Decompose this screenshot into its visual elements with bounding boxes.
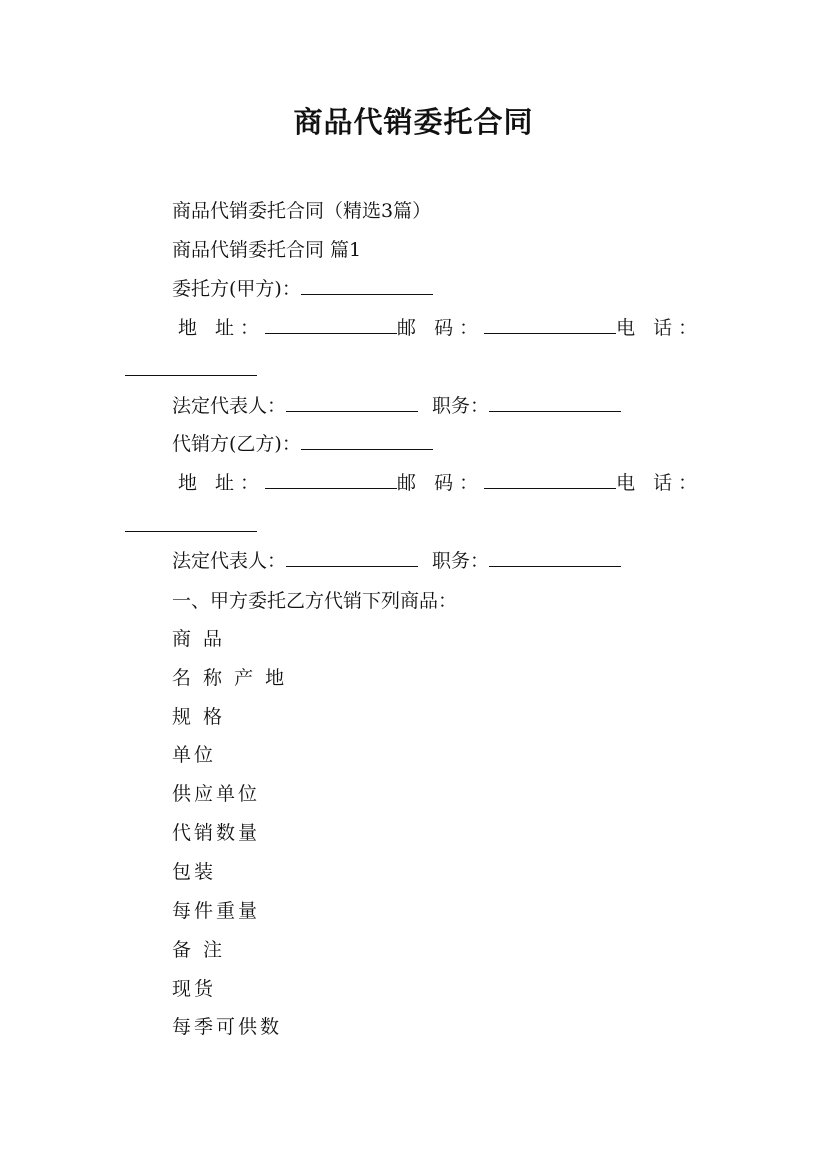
list-item: 包装 xyxy=(172,861,217,883)
party-a-contact-row xyxy=(178,315,704,341)
party-a-address-blank xyxy=(265,319,397,334)
list-item: 单位 xyxy=(172,744,217,766)
party-b-position-blank xyxy=(489,552,621,567)
party-b-postcode-blank xyxy=(484,474,616,489)
list-item: 备 注 xyxy=(172,939,226,961)
party-a-postcode-blank xyxy=(484,319,616,334)
party-b-label: 代销方(乙方)： xyxy=(172,433,301,455)
party-a-address-field xyxy=(178,315,397,341)
list-item: 名 称 产 地 xyxy=(172,667,288,689)
list-item: 每件重量 xyxy=(172,900,261,922)
party-a-name-blank xyxy=(301,280,433,295)
party-a-postcode-field xyxy=(397,315,616,341)
list-item: 每季可供数 xyxy=(172,1016,283,1038)
party-b-address-field xyxy=(178,470,397,496)
party-a-label: 委托方(甲方)： xyxy=(172,278,301,300)
party-a-phone-label: 电 话： xyxy=(616,317,704,339)
party-b-phone-label: 电 话： xyxy=(616,472,704,494)
party-b-contact-row xyxy=(178,470,704,496)
party-a-address-label: 地 址： xyxy=(178,317,266,339)
party-b-name-blank xyxy=(301,435,433,450)
list-item: 供应单位 xyxy=(172,783,261,805)
part-title: 商品代销委托合同 篇1 xyxy=(172,239,362,261)
party-a-rep-blank xyxy=(286,397,418,412)
party-a-position-label: 职务： xyxy=(432,395,490,417)
list-item: 现货 xyxy=(172,978,217,1000)
clause-1: 一、甲方委托乙方代销下列商品： xyxy=(172,590,458,612)
party-b-position-label: 职务： xyxy=(432,550,490,572)
party-a-rep-line xyxy=(172,393,621,419)
party-a-rep-label: 法定代表人： xyxy=(172,395,287,417)
document-title: 商品代销委托合同 xyxy=(293,105,534,139)
party-b-rep-label: 法定代表人： xyxy=(172,550,287,572)
party-b-rep-line xyxy=(172,548,621,574)
party-b-postcode-field xyxy=(397,470,616,496)
party-a-phone-blank xyxy=(125,374,257,376)
party-a-line xyxy=(172,276,433,302)
list-item: 规 格 xyxy=(172,706,226,728)
party-b-line xyxy=(172,431,433,457)
list-item: 代销数量 xyxy=(172,822,261,844)
document-subtitle: 商品代销委托合同（精选3篇） xyxy=(172,200,432,222)
party-b-address-label: 地 址： xyxy=(178,472,266,494)
party-b-postcode-label: 邮 码： xyxy=(397,472,485,494)
list-item: 商 品 xyxy=(172,628,226,650)
party-b-phone-blank xyxy=(125,530,257,532)
party-a-position-blank xyxy=(489,397,621,412)
party-b-address-blank xyxy=(265,474,397,489)
party-a-postcode-label: 邮 码： xyxy=(397,317,485,339)
party-b-rep-blank xyxy=(286,552,418,567)
